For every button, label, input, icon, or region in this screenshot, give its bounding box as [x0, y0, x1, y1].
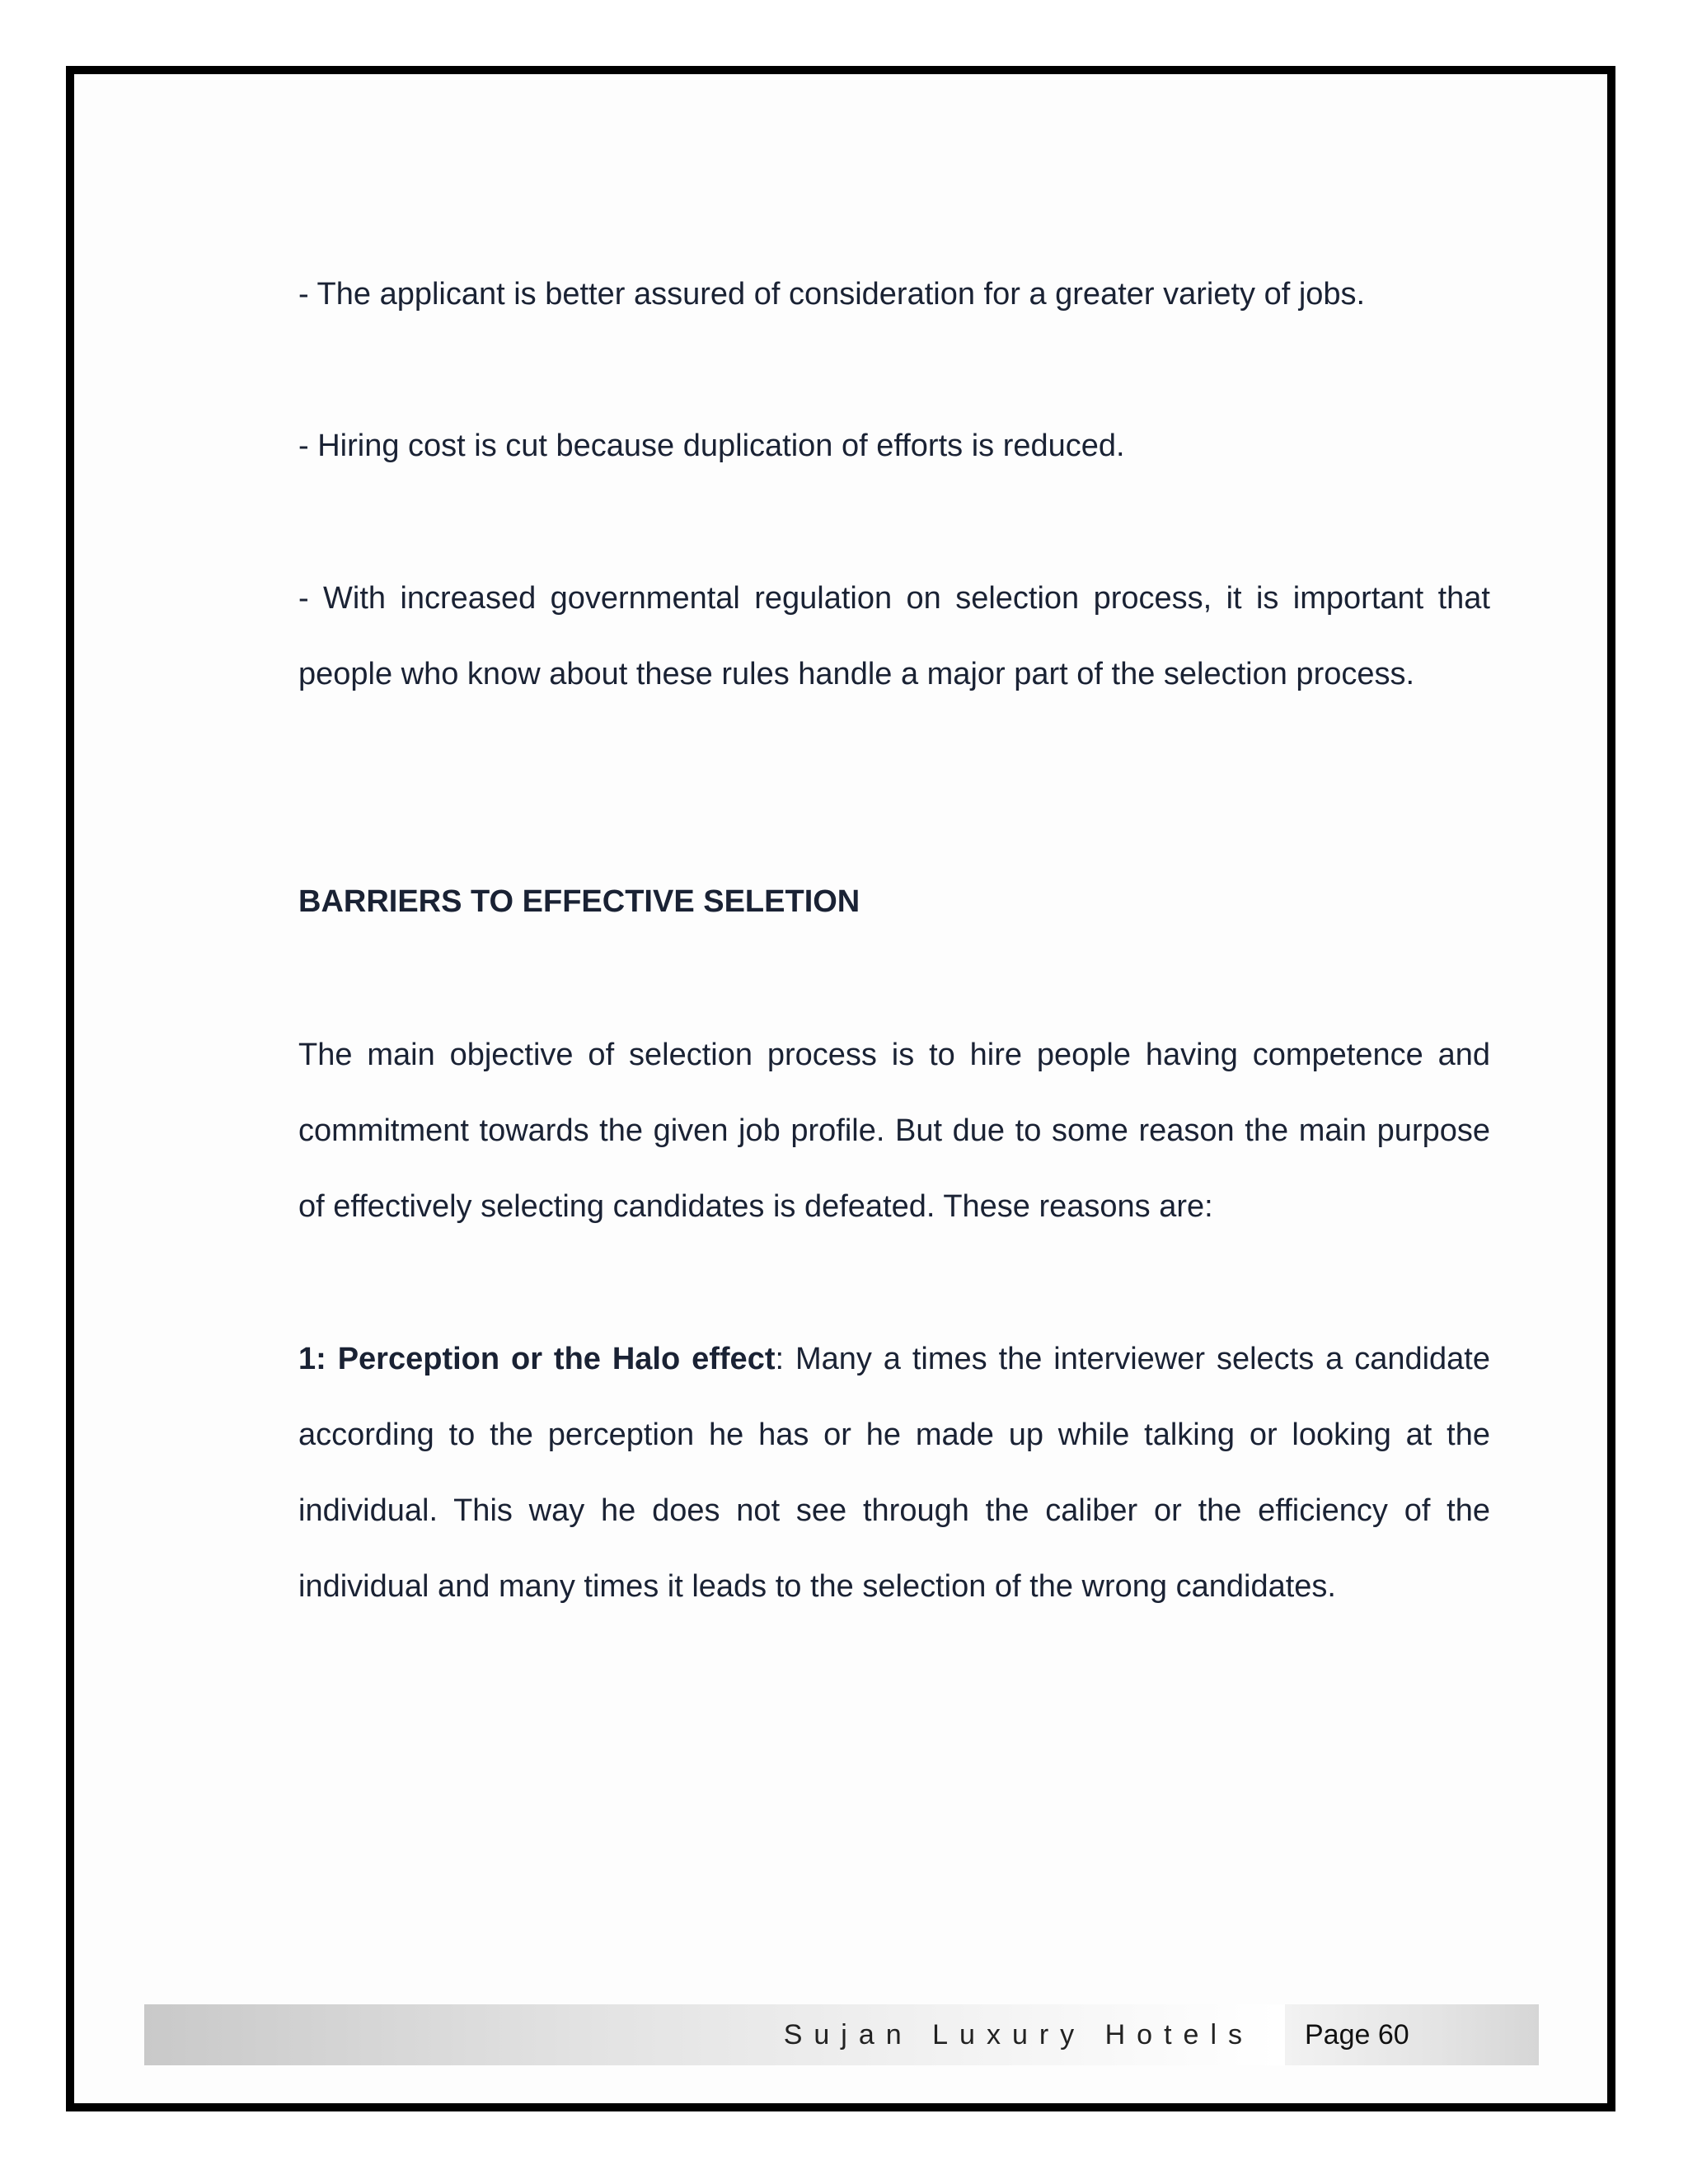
point-text: : Many a times the interviewer selects a candidate according to the perception he has or he made up while talking or looking at the individual. This way he does not see through the caliber or the efficiency of the individual and many times it leads to the selection of the wrong candidates. — [298, 1342, 1490, 1604]
section-heading: BARRIERS TO EFFECTIVE SELETION — [298, 884, 860, 919]
footer-divider — [1278, 2004, 1285, 2065]
bullet-applicant-consideration: - The applicant is better assured of consideration for a greater variety of jobs. — [298, 277, 1366, 312]
bullet-governmental-regulation: - With increased governmental regulation on selection process, it is important that people who know about these rules handle a major part of the selection process. — [298, 581, 1490, 691]
footer-page-panel — [1285, 2004, 1539, 2065]
footer-title-panel — [144, 2004, 1278, 2065]
footer-title: Sujan Luxury Hotels — [783, 2018, 1254, 2050]
point-perception-halo-effect — [298, 1321, 1490, 1624]
page-number: Page 60 — [1305, 2018, 1409, 2050]
bullet-hiring-cost: - Hiring cost is cut because duplication of efforts is reduced. — [298, 429, 1125, 463]
point-lead: 1: Perception or the Halo effect — [298, 1342, 776, 1376]
intro-paragraph: The main objective of selection process is to hire people having competence and commitment towards the given job profile. But due to some reason the main purpose of effectively selecting candidates is defeated. These reasons are: — [298, 1038, 1490, 1224]
page-footer — [144, 2004, 1539, 2065]
